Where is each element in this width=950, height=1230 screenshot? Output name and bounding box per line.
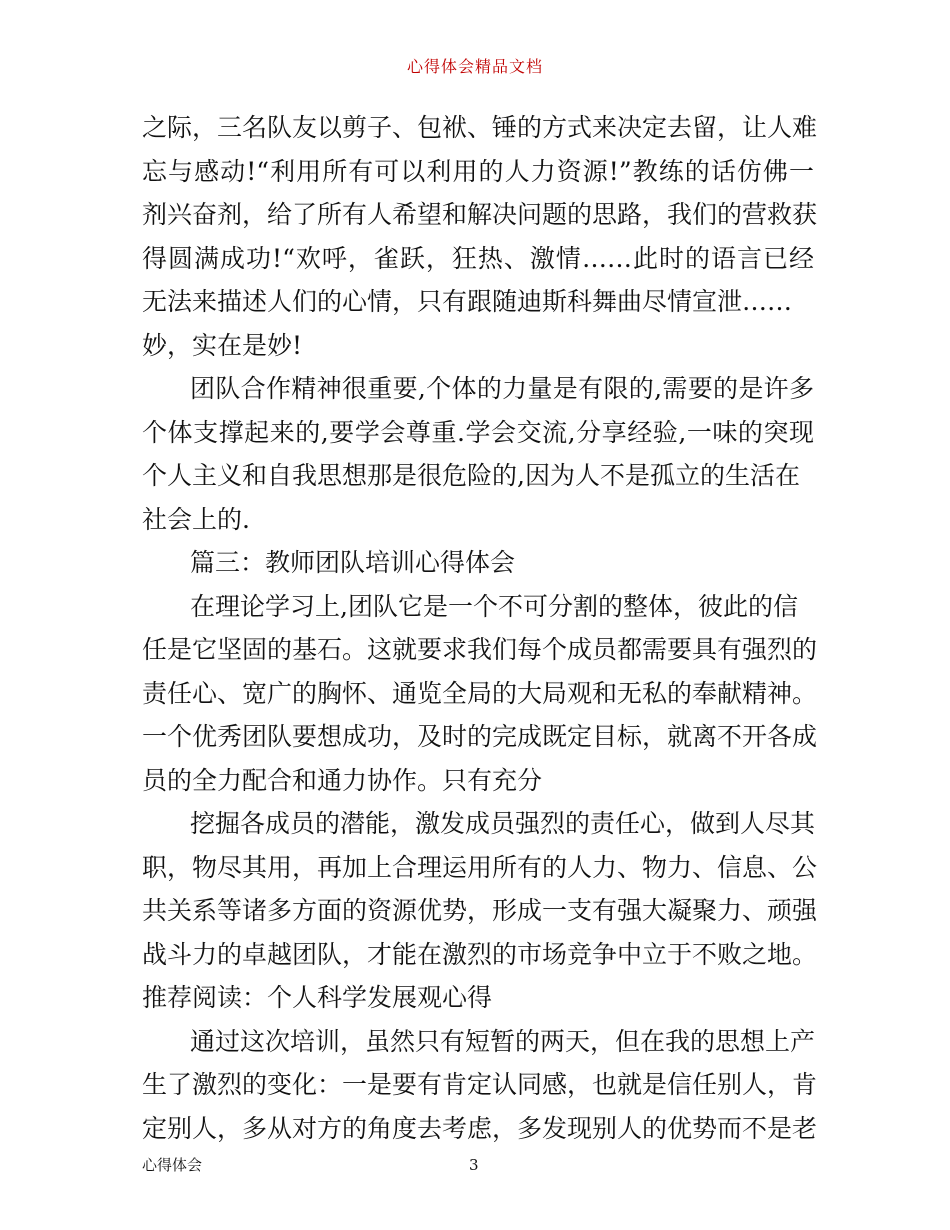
body-line: 挖掘各成员的潜能，激发成员强烈的责任心，做到人尽其 bbox=[190, 809, 816, 838]
body-line: 共关系等诸多方面的资源优势，形成一支有强大凝聚力、顽强 bbox=[142, 896, 818, 925]
body-line: 之际，三名队友以剪子、包袱、锤的方式来决定去留，让人难 bbox=[142, 113, 818, 142]
body-line: 社会上的. bbox=[142, 504, 250, 534]
body-line: 战斗力的卓越团队，才能在激烈的市场竞争中立于不败之地。 bbox=[142, 939, 818, 969]
body-line: 任是它坚固的基石。这就要求我们每个成员都需要具有强烈的 bbox=[142, 635, 818, 664]
body-line: 定别人，多从对方的角度去考虑，多发现别人的优势而不是老 bbox=[142, 1113, 818, 1143]
body-line: 妙，实在是妙! bbox=[142, 330, 303, 360]
body-line: 员的全力配合和通力协作。只有充分 bbox=[142, 765, 543, 795]
section-heading: 推荐阅读：个人科学发展观心得 bbox=[142, 983, 493, 1012]
page-number: 3 bbox=[469, 1156, 479, 1174]
body-line: 职，物尽其用，再加上合理运用所有的人力、物力、信息、公 bbox=[142, 852, 818, 882]
body-line: 个人主义和自我思想那是很危险的,因为人不是孤立的生活在 bbox=[142, 461, 800, 490]
body-line: 团队合作精神很重要,个体的力量是有限的,需要的是许多 bbox=[190, 374, 814, 403]
body-line: 通过这次培训，虽然只有短暂的两天，但在我的思想上产 bbox=[190, 1026, 816, 1056]
body-line: 无法来描述人们的心情，只有跟随迪斯科舞曲尽情宣泄…… bbox=[142, 287, 793, 316]
body-line: 一个优秀团队要想成功，及时的完成既定目标，就离不开各成 bbox=[142, 722, 818, 751]
body-line: 生了激烈的变化：一是要有肯定认同感，也就是信任别人，肯 bbox=[142, 1070, 818, 1099]
body-line: 剂兴奋剂，给了所有人希望和解决问题的思路，我们的营救获 bbox=[142, 200, 818, 229]
document-body bbox=[142, 106, 818, 1150]
section-heading: 篇三：教师团队培训心得体会 bbox=[190, 548, 516, 577]
body-line: 责任心、宽广的胸怀、通览全局的大局观和无私的奉献精神。 bbox=[142, 678, 818, 708]
document-header-title: 心得体会精品文档 bbox=[406, 57, 543, 76]
body-line: 在理论学习上,团队它是一个不可分割的整体，彼此的信 bbox=[190, 591, 798, 621]
footer-label: 心得体会 bbox=[142, 1156, 203, 1174]
body-line: 忘与感动!“利用所有可以利用的人力资源!”教练的话仿佛一 bbox=[142, 156, 814, 186]
body-line: 得圆满成功!“欢呼，雀跃，狂热、激情……此时的语言已经 bbox=[142, 243, 814, 273]
body-line: 个体支撑起来的,要学会尊重.学会交流,分享经验,一味的突现 bbox=[142, 417, 814, 447]
